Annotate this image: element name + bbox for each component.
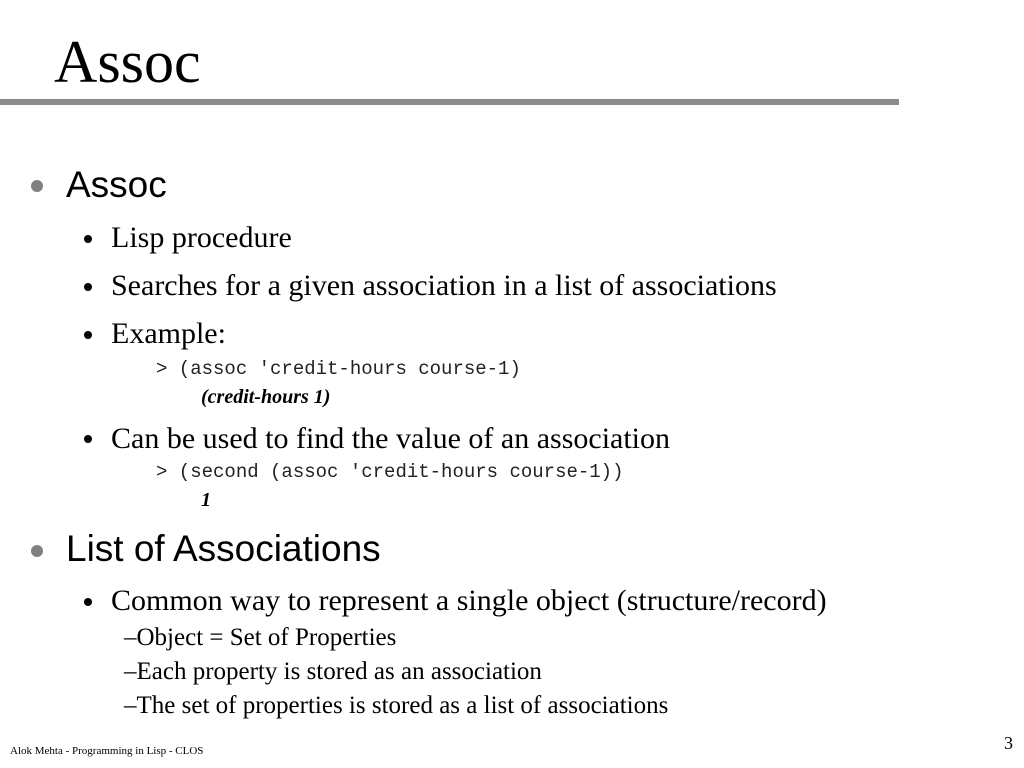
title-divider (0, 99, 899, 105)
code-result: 1 (201, 489, 211, 511)
sub-bullet-text: Each property is stored as an association (136, 658, 542, 685)
footer-text: Alok Mehta - Programming in Lisp - CLOS (10, 745, 204, 757)
bullet-item: Can be used to find the value of an association (111, 422, 671, 455)
sub-bullet-dot-icon (84, 331, 92, 339)
bullet-item: Example: (111, 317, 226, 350)
bullet-item: Lisp procedure (111, 221, 292, 254)
sub-bullet-item (124, 623, 396, 653)
sub-bullet-text: The set of properties is stored as a list of associations (136, 692, 669, 719)
sub-bullet-dot-icon (84, 235, 92, 243)
bullet-dot-icon (31, 545, 43, 557)
sub-bullet-dot-icon (84, 435, 92, 443)
dash-marker: – (124, 658, 137, 685)
sub-bullet-dot-icon (84, 598, 92, 606)
bullet-item: Searches for a given association in a list of associations (111, 269, 777, 302)
sub-bullet-dot-icon (84, 283, 92, 291)
dash-marker: – (124, 624, 137, 651)
code-example: > (assoc 'credit-hours course-1) (156, 358, 521, 380)
bullet-dot-icon (31, 180, 43, 192)
code-example: > (second (assoc 'credit-hours course-1)) (156, 461, 624, 483)
slide-title: Assoc (54, 29, 201, 95)
sub-bullet-item (124, 657, 542, 687)
code-result: (credit-hours 1) (201, 386, 331, 408)
page-number: 3 (1004, 733, 1013, 753)
sub-bullet-item (124, 691, 668, 721)
dash-marker: – (124, 692, 137, 719)
section-heading-list-of-associations: List of Associations (66, 528, 381, 569)
section-heading-assoc: Assoc (66, 164, 167, 205)
sub-bullet-text: Object = Set of Properties (136, 624, 397, 651)
bullet-item: Common way to represent a single object (structure/record) (111, 584, 827, 617)
